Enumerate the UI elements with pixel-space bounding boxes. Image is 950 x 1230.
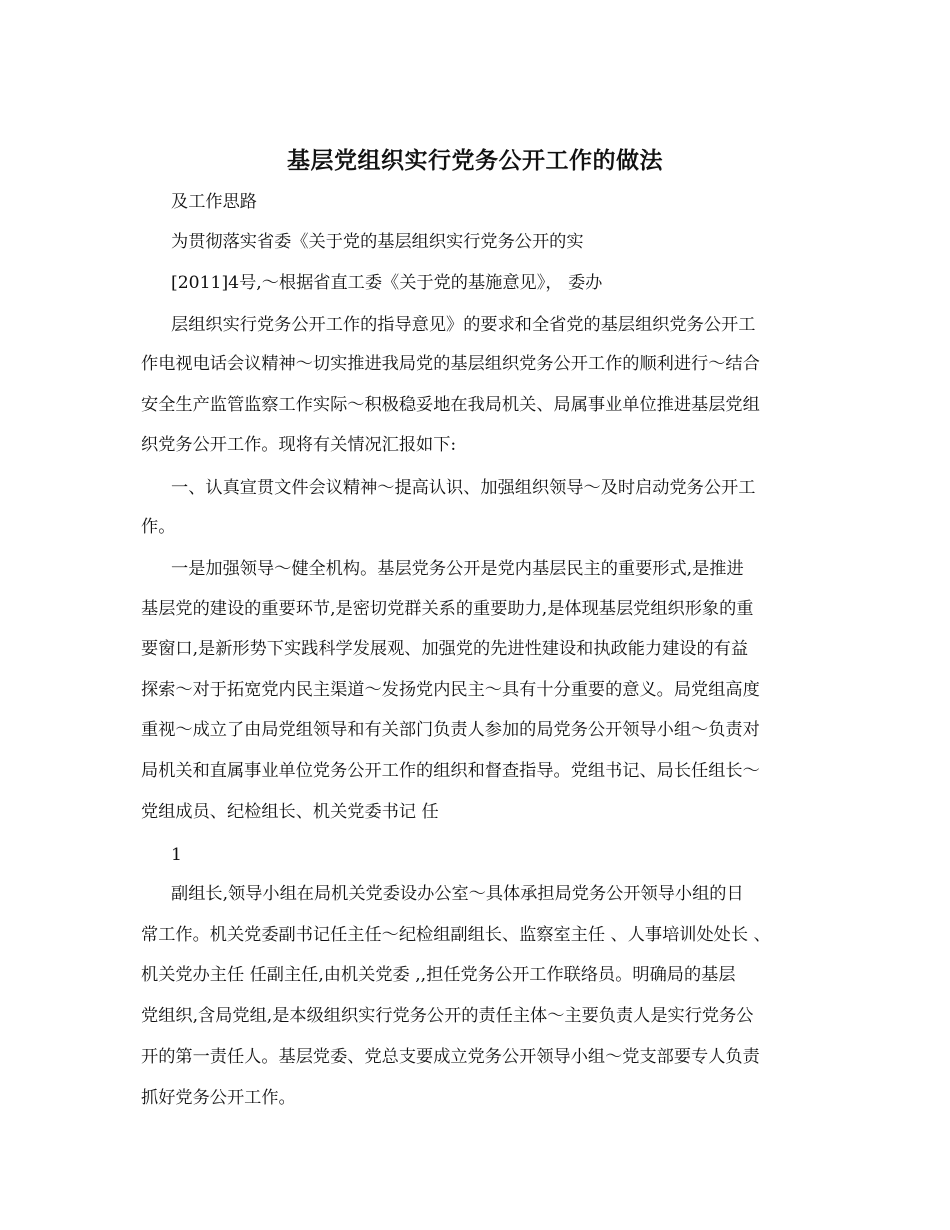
text-line: 要窗口,是新形势下实践科学发展观、加强党的先进性建设和执政能力建设的有益 — [141, 639, 749, 659]
text-line: 一是加强领导～健全机构。基层党务公开是党内基层民主的重要形式,是推进 — [171, 559, 744, 579]
text-line: 副组长,领导小组在局机关党委设办公室～具体承担局党务公开领导小组的日 — [171, 884, 744, 904]
text-line: 为贯彻落实省委《关于党的基层组织实行党务公开的实 — [171, 232, 584, 252]
text-line: 抓好党务公开工作。 — [141, 1088, 296, 1108]
text-line: 一、认真宣贯文件会议精神～提高认识、加强组织领导～及时启动党务公开工 — [171, 478, 756, 498]
text-line: 织党务公开工作。现将有关情况汇报如下: — [141, 435, 457, 455]
text-line: 探索～对于拓宽党内民主渠道～发扬党内民主～具有十分重要的意义。局党组高度 — [141, 680, 760, 700]
text-line: 常工作。机关党委副书记任主任～纪检组副组长、监察室主任 、人事培训处处长 、 — [141, 925, 771, 945]
text-line: [2011]4号,～根据省直工委《关于党的基施意见》， 委办 — [171, 273, 603, 293]
text-line: 安全生产监管监察工作实际～积极稳妥地在我局机关、局属事业单位推进基层党组 — [141, 395, 760, 415]
text-line: 机关党办主任 任副主任,由机关党委 ,,担任党务公开工作联络员。明确局的基层 — [141, 965, 736, 985]
document-title: 基层党组织实行党务公开工作的做法 — [287, 147, 663, 174]
text-line: 局机关和直属事业单位党务公开工作的组织和督查指导。党组书记、局长任组长～ — [141, 761, 760, 781]
text-line: 党组织,含局党组,是本级组织实行党务公开的责任主体～主要负责人是实行党务公 — [141, 1006, 754, 1026]
text-line: 及工作思路 — [171, 192, 257, 212]
text-line: 开的第一责任人。基层党委、党总支要成立党务公开领导小组～党支部要专人负责 — [141, 1047, 760, 1067]
text-line: 党组成员、纪检组长、机关党委书记 任 — [141, 802, 439, 822]
text-line: 层组织实行党务公开工作的指导意见》的要求和全省党的基层组织党务公开工 — [171, 315, 756, 335]
text-line: 作。 — [141, 517, 176, 537]
text-line: 作电视电话会议精神～切实推进我局党的基层组织党务公开工作的顺利进行～结合 — [141, 354, 760, 374]
text-line: 重视～成立了由局党组领导和有关部门负责人参加的局党务公开领导小组～负责对 — [141, 720, 760, 740]
text-line: 基层党的建设的重要环节,是密切党群关系的重要助力,是体现基层党组织形象的重 — [141, 599, 754, 619]
page-number: 1 — [171, 845, 182, 865]
